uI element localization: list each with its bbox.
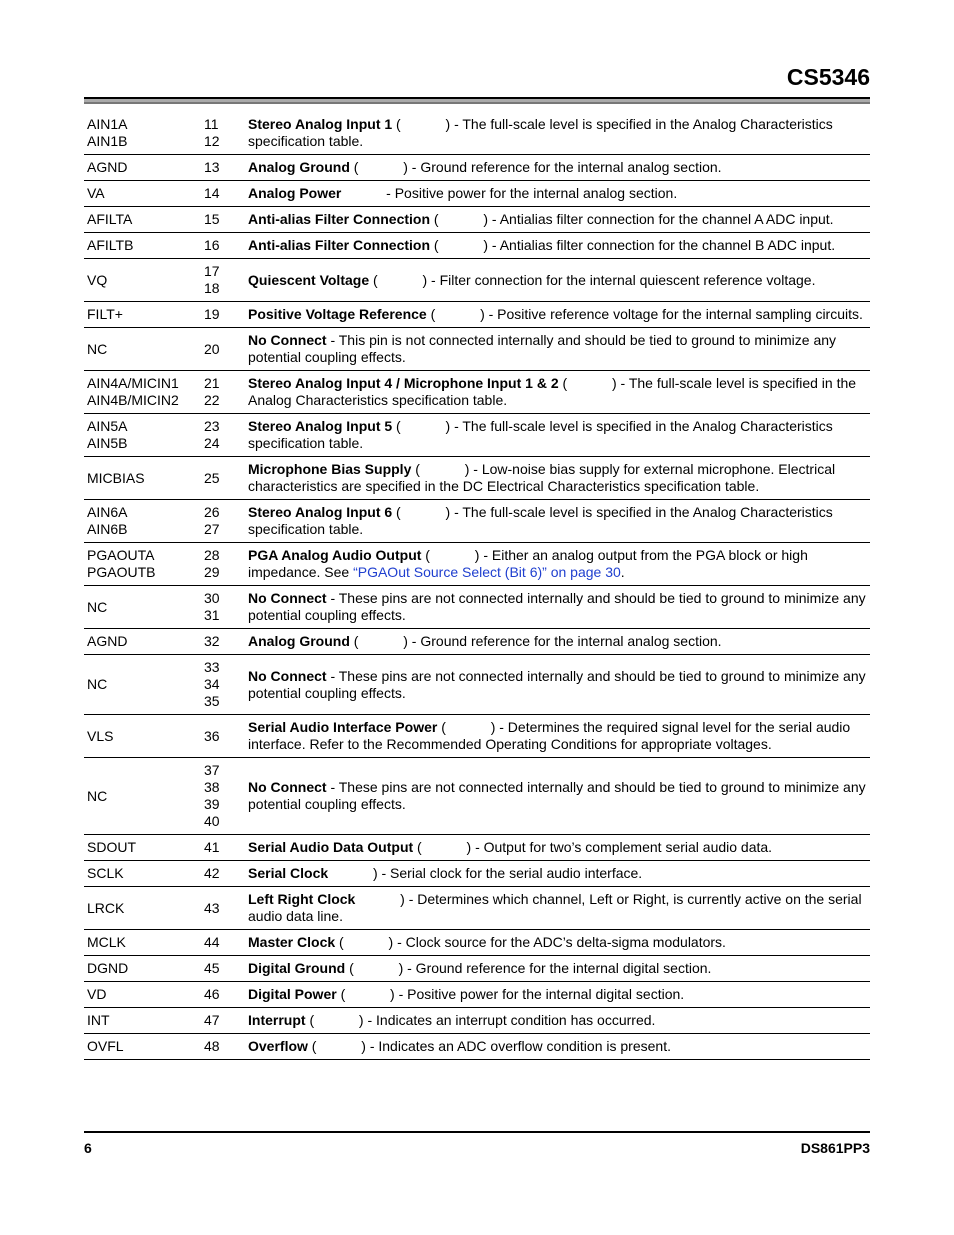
pin-number-cell — [194, 233, 245, 259]
pin-row — [84, 111, 870, 155]
pin-row — [84, 1008, 870, 1034]
pin-function-description: ) - Low-noise bias supply for external microphone. Electrical characteristics are specified in the DC Electrical Characteristics specification table. — [248, 461, 836, 494]
pin-function-title: No Connect — [248, 590, 327, 606]
pin-name: AGND — [87, 633, 128, 649]
pin-description-cell — [245, 887, 870, 930]
pin-number-cell — [194, 835, 245, 861]
pin-number: 47 — [204, 1012, 220, 1028]
pin-row — [84, 543, 870, 586]
pin-description-cell — [245, 543, 870, 586]
pin-function-title: Microphone Bias Supply — [248, 461, 412, 477]
pin-function-title: Interrupt — [248, 1012, 306, 1028]
pin-function-title: PGA Analog Audio Output — [248, 547, 422, 563]
pin-description-cell — [245, 586, 870, 629]
pin-name-cell — [84, 861, 194, 887]
pin-row — [84, 371, 870, 414]
pin-number: 42 — [204, 865, 220, 881]
pin-function-title: Positive Voltage Reference — [248, 306, 427, 322]
pin-function-description: ) - The full-scale level is specified in the Analog Characteristics specification table. — [248, 116, 833, 149]
pin-row — [84, 861, 870, 887]
open-paren: ( — [437, 719, 446, 735]
footer-document-id: DS861PP3 — [800, 1140, 870, 1156]
pin-description-cell — [245, 956, 870, 982]
pin-function-description: ) - Positive power for the internal digital section. — [390, 986, 685, 1002]
pin-row — [84, 500, 870, 543]
pin-function-title: Analog Power — [248, 185, 342, 201]
pin-name: AGND — [87, 159, 128, 175]
pin-function-title: Digital Ground — [248, 960, 346, 976]
pin-row — [84, 982, 870, 1008]
pin-number: 32 — [204, 633, 220, 649]
open-paren: ( — [345, 960, 354, 976]
pin-number: 23 — [204, 418, 220, 434]
pin-function-description: ) - Determines the required signal level for the serial audio interface. Refer to the Recommended Operating Conditions for appropriate voltages. — [248, 719, 851, 752]
pin-row — [84, 887, 870, 930]
pin-number: 15 — [204, 211, 220, 227]
pin-row — [84, 629, 870, 655]
pin-row — [84, 586, 870, 629]
pin-function-title: No Connect — [248, 332, 327, 348]
pin-name: SCLK — [87, 865, 124, 881]
pin-number-cell — [194, 930, 245, 956]
pin-name: AIN6B — [87, 521, 128, 537]
pin-name: NC — [87, 598, 108, 615]
pin-number: 28 — [204, 547, 220, 563]
footer-page-number: 6 — [84, 1140, 92, 1156]
pin-name: SDOUT — [87, 839, 136, 855]
pin-number-cell — [194, 655, 245, 715]
pin-function-title: Stereo Analog Input 1 — [248, 116, 393, 132]
pin-number: 46 — [204, 986, 220, 1002]
pin-number: 31 — [204, 607, 220, 623]
pin-name-cell — [84, 111, 194, 155]
pin-number-cell — [194, 302, 245, 328]
pin-number: 11 — [204, 116, 219, 132]
pin-number: 29 — [204, 564, 220, 580]
pin-description-cell — [245, 655, 870, 715]
pin-name: AIN4A/MICIN1 — [87, 375, 179, 391]
pin-name-cell — [84, 371, 194, 414]
pin-name: AIN5B — [87, 435, 128, 451]
open-paren: ( — [336, 986, 346, 1002]
pin-function-title: Serial Clock — [248, 865, 329, 881]
pin-function-description: ) - Indicates an ADC overflow condition is present. — [361, 1038, 671, 1054]
pin-function-description: ) - Ground reference for the internal analog section. — [403, 159, 722, 175]
pin-function-description: - These pins are not connected internally and should be tied to ground to minimize any potential coupling effects. — [248, 667, 866, 701]
pin-number-cell — [194, 1034, 245, 1060]
pin-row — [84, 835, 870, 861]
pin-function-title: Overflow — [248, 1038, 308, 1054]
pin-row — [84, 181, 870, 207]
pin-function-title: Analog Ground — [248, 159, 350, 175]
pin-function-description: ) - Antialias filter connection for the channel B ADC input. — [483, 237, 836, 253]
pin-number: 37 — [204, 762, 220, 778]
open-paren: ( — [307, 1038, 317, 1054]
pin-name-cell — [84, 181, 194, 207]
pin-description-cell — [245, 835, 870, 861]
pin-function-title: Stereo Analog Input 4 / Microphone Input 1 & 2 — [248, 375, 559, 391]
pin-function-title: No Connect — [248, 779, 327, 795]
pin-function-title: Digital Power — [248, 986, 337, 1002]
pin-function-title: Master Clock — [248, 934, 336, 950]
pin-name-cell — [84, 930, 194, 956]
pin-name-cell — [84, 155, 194, 181]
pin-number: 35 — [204, 693, 220, 709]
pin-row — [84, 1034, 870, 1060]
pin-function-description: - Positive power for the internal analog section. — [386, 185, 678, 201]
pin-name: VD — [87, 986, 107, 1002]
pin-name: OVFL — [87, 1038, 124, 1054]
pin-number-cell — [194, 414, 245, 457]
pin-name: MICBIAS — [87, 469, 145, 486]
pin-function-description: - These pins are not connected internally and should be tied to ground to minimize any potential coupling effects. — [248, 590, 866, 623]
pin-number: 45 — [204, 960, 220, 976]
pin-number-cell — [194, 457, 245, 500]
pin-number-cell — [194, 259, 245, 302]
pin-row — [84, 457, 870, 500]
description-end: . — [620, 564, 625, 580]
pin-name-cell — [84, 956, 194, 982]
pin-row — [84, 302, 870, 328]
pin-number: 24 — [204, 435, 220, 451]
pin-function-description: ) - Clock source for the ADC’s delta-sigma modulators. — [388, 934, 726, 950]
open-paren: ( — [335, 934, 344, 950]
pin-name: NC — [87, 676, 108, 692]
pin-row — [84, 328, 870, 371]
pin-number-cell — [194, 207, 245, 233]
pin-description-cell — [245, 500, 870, 543]
pin-description-cell — [245, 111, 870, 155]
pin-name: AFILTA — [87, 211, 133, 227]
pin-number: 16 — [204, 237, 220, 253]
pin-number: 38 — [204, 779, 220, 795]
pin-description-cell — [245, 259, 870, 302]
pin-name: MCLK — [87, 934, 126, 950]
pin-number-cell — [194, 982, 245, 1008]
pin-number: 39 — [204, 796, 220, 812]
pin-function-description: - This pin is not connected internally and should be tied to ground to minimize any potential coupling effects. — [248, 332, 837, 365]
footer-rule — [84, 1131, 870, 1133]
pin-number-cell — [194, 111, 245, 155]
pin-number: 19 — [204, 306, 220, 322]
pin-name-cell — [84, 302, 194, 328]
pin-number: 40 — [204, 813, 220, 829]
pin-name: NC — [87, 787, 108, 804]
pin-number-cell — [194, 543, 245, 586]
pin-number: 14 — [204, 185, 220, 201]
pin-name-cell — [84, 500, 194, 543]
pin-number-cell — [194, 715, 245, 758]
pin-row — [84, 414, 870, 457]
pin-number: 20 — [204, 340, 220, 357]
pin-name: AFILTB — [87, 237, 134, 253]
pin-number: 18 — [204, 280, 220, 296]
pin-number: 27 — [204, 521, 220, 537]
pin-description-cell — [245, 371, 870, 414]
pin-row — [84, 956, 870, 982]
pin-description-cell — [245, 302, 870, 328]
pin-name-cell — [84, 233, 194, 259]
open-paren: ( — [349, 159, 359, 175]
pin-name-cell — [84, 543, 194, 586]
pin-name-cell — [84, 207, 194, 233]
open-paren: ( — [369, 271, 378, 288]
pin-name-cell — [84, 887, 194, 930]
pin-name: PGAOUTA — [87, 547, 155, 563]
pin-number-cell — [194, 861, 245, 887]
pin-rows — [84, 111, 870, 1060]
pin-function-description: ) - Serial clock for the serial audio interface. — [372, 865, 643, 881]
pin-name-cell — [84, 982, 194, 1008]
pin-number-cell — [194, 956, 245, 982]
pin-number-cell — [194, 371, 245, 414]
pin-row — [84, 155, 870, 181]
page-title: CS5346 — [786, 64, 870, 90]
pin-name-cell — [84, 457, 194, 500]
open-paren: ( — [349, 633, 359, 649]
pin-description-cell — [245, 457, 870, 500]
pin-function-description: ) - Output for two’s complement serial audio data. — [466, 839, 773, 855]
pin-function-title: Serial Audio Interface Power — [248, 719, 438, 735]
pin-row — [84, 930, 870, 956]
pin-function-title: Quiescent Voltage — [248, 271, 370, 288]
pin-description-cell — [245, 758, 870, 835]
pin-number-cell — [194, 586, 245, 629]
pin-number-cell — [194, 181, 245, 207]
pin-name: FILT+ — [87, 306, 123, 322]
pin-name: PGAOUTB — [87, 564, 156, 580]
pin-description-table — [84, 111, 870, 1060]
pin-name-cell — [84, 586, 194, 629]
open-paren: ( — [392, 418, 401, 434]
pin-number-cell — [194, 500, 245, 543]
pin-description-cell — [245, 233, 870, 259]
pin-row — [84, 259, 870, 302]
pin-description-cell — [245, 207, 870, 233]
pin-function-description: ) - Filter connection for the internal quiescent reference voltage. — [422, 271, 816, 288]
pin-function-description: ) - Determines which channel, Left or Right, is currently active on the serial audio data line. — [248, 891, 862, 924]
pin-function-title: Stereo Analog Input 5 — [248, 418, 393, 434]
pin-name: AIN1B — [87, 133, 128, 149]
pin-name-cell — [84, 629, 194, 655]
pin-number: 48 — [204, 1038, 220, 1054]
pin-name: AIN1A — [87, 116, 128, 132]
open-paren: ( — [392, 116, 401, 132]
open-paren: ( — [411, 461, 420, 477]
pin-number: 41 — [204, 839, 220, 855]
pin-number-cell — [194, 758, 245, 835]
open-paren: ( — [305, 1012, 315, 1028]
pin-name: AIN6A — [87, 504, 128, 520]
pin-row — [84, 207, 870, 233]
pin-name-cell — [84, 414, 194, 457]
pin-number: 21 — [204, 375, 220, 391]
pin-function-description: - These pins are not connected internally and should be tied to ground to minimize any potential coupling effects. — [248, 779, 866, 812]
pin-function-description: ) - Antialias filter connection for the channel A ADC input. — [483, 211, 834, 227]
pin-row — [84, 655, 870, 715]
pin-name-cell — [84, 715, 194, 758]
pin-number: 43 — [204, 899, 220, 916]
pin-function-title: Anti-alias Filter Connection — [248, 211, 431, 227]
pin-description-cell — [245, 181, 870, 207]
pin-function-title: No Connect — [248, 667, 327, 684]
open-paren: ( — [413, 839, 422, 855]
cross-reference-link[interactable]: “PGAOut Source Select (Bit 6)” on page 30 — [353, 564, 621, 580]
pin-number-cell — [194, 887, 245, 930]
pin-function-title: Left Right Clock — [248, 891, 356, 907]
pin-function-title: Anti-alias Filter Connection — [248, 237, 431, 253]
open-paren: ( — [421, 547, 430, 563]
pin-row — [84, 233, 870, 259]
pin-name-cell — [84, 758, 194, 835]
pin-number-cell — [194, 155, 245, 181]
open-paren: ( — [430, 237, 439, 253]
pin-description-cell — [245, 982, 870, 1008]
pin-description-cell — [245, 155, 870, 181]
pin-number: 30 — [204, 590, 220, 606]
open-paren: ( — [558, 375, 568, 391]
pin-function-description: ) - The full-scale level is specified in the Analog Characteristics specification table. — [248, 375, 857, 408]
pin-function-description: ) - Ground reference for the internal analog section. — [403, 633, 722, 649]
pin-function-title: Analog Ground — [248, 633, 350, 649]
pin-number: 34 — [204, 676, 220, 692]
pin-description-cell — [245, 328, 870, 371]
pin-number-cell — [194, 328, 245, 371]
pin-name-cell — [84, 1008, 194, 1034]
pin-function-description: ) - The full-scale level is specified in the Analog Characteristics specification table. — [248, 504, 833, 537]
pin-function-description: ) - Indicates an interrupt condition has occurred. — [358, 1012, 656, 1028]
pin-name: VA — [87, 185, 105, 201]
pin-name: AIN5A — [87, 418, 128, 434]
pin-name-cell — [84, 328, 194, 371]
pin-name: AIN4B/MICIN2 — [87, 392, 179, 408]
pin-number: 26 — [204, 504, 220, 520]
pin-name: VQ — [87, 271, 108, 288]
pin-number: 44 — [204, 934, 220, 950]
pin-number: 36 — [204, 727, 220, 744]
pin-name: INT — [87, 1012, 110, 1028]
pin-row — [84, 758, 870, 835]
pin-number: 33 — [204, 659, 220, 675]
pin-function-title: Stereo Analog Input 6 — [248, 504, 393, 520]
pin-function-description: ) - Positive reference voltage for the internal sampling circuits. — [480, 306, 863, 322]
pin-description-cell — [245, 930, 870, 956]
pin-name-cell — [84, 835, 194, 861]
pin-number: 12 — [204, 133, 220, 149]
pin-function-description: ) - Either an analog output from the PGA block or high impedance. See — [248, 547, 808, 580]
pin-name: VLS — [87, 727, 114, 744]
pin-name: DGND — [87, 960, 129, 976]
pin-description-cell — [245, 1008, 870, 1034]
pin-description-cell — [245, 414, 870, 457]
pin-name-cell — [84, 259, 194, 302]
pin-description-cell — [245, 1034, 870, 1060]
pin-function-description: ) - Ground reference for the internal digital section. — [398, 960, 712, 976]
header-rule — [84, 97, 870, 104]
pin-name: NC — [87, 340, 108, 357]
pin-description-cell — [245, 629, 870, 655]
pin-number-cell — [194, 629, 245, 655]
pin-function-description: ) - The full-scale level is specified in the Analog Characteristics specification table. — [248, 418, 833, 451]
pin-number-cell — [194, 1008, 245, 1034]
pin-number: 17 — [204, 263, 220, 279]
pin-row — [84, 715, 870, 758]
open-paren: ( — [426, 306, 436, 322]
pin-number: 22 — [204, 392, 220, 408]
pin-function-title: Serial Audio Data Output — [248, 839, 414, 855]
pin-description-cell — [245, 861, 870, 887]
pin-number: 13 — [204, 159, 220, 175]
pin-name-cell — [84, 1034, 194, 1060]
open-paren: ( — [392, 504, 401, 520]
pin-description-cell — [245, 715, 870, 758]
pin-number: 25 — [204, 469, 220, 486]
pin-name-cell — [84, 655, 194, 715]
pin-name: LRCK — [87, 899, 125, 916]
open-paren: ( — [430, 211, 439, 227]
